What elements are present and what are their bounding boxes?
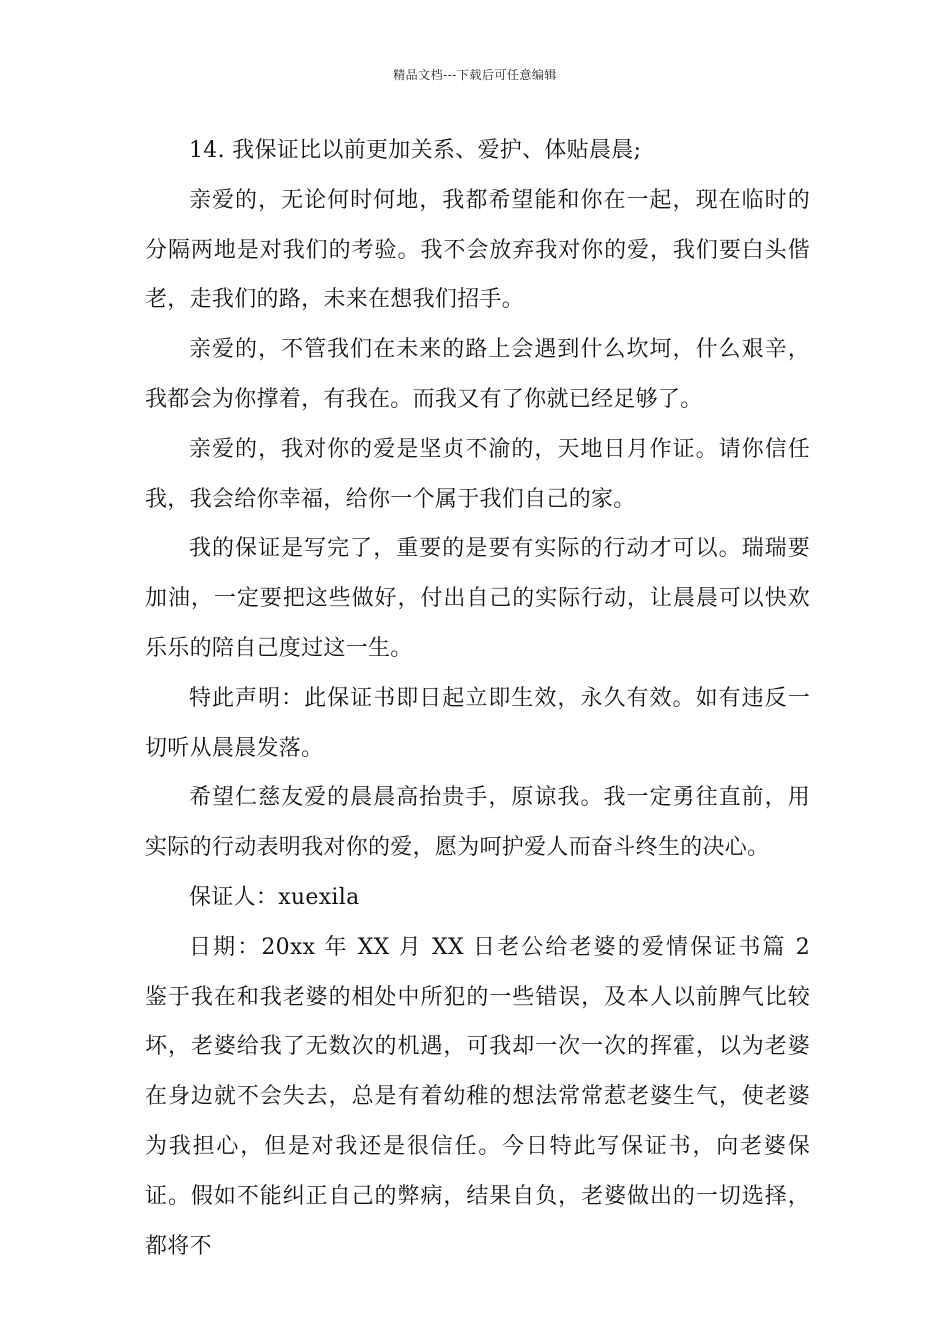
paragraph-dear-faithful: 亲爱的，我对你的爱是坚贞不渝的，天地日月作证。请你信任我，我会给你幸福，给你一个属于我们自己的家。: [145, 436, 810, 512]
paragraph-dear-together: 亲爱的，无论何时何地，我都希望能和你在一起，现在临时的分隔两地是对我们的考验。我不会放弃我对你的爱，我们要白头偕老，走我们的路，未来在想我们招手。: [145, 187, 810, 313]
paragraph-guarantor: 保证人：xuexila: [189, 884, 360, 910]
paragraph-pledge-14: 14. 我保证比以前更加关系、爱护、体贴晨晨;: [189, 138, 642, 163]
paragraph-forgiveness: 希望仁慈友爱的晨晨高抬贵手，原谅我。我一定勇往直前，用实际的行动表明我对你的爱，愿为呵护爱人而奋斗终生的决心。: [145, 785, 810, 861]
page-header: 精品文档---下载后可任意编辑: [393, 68, 557, 82]
paragraph-action: 我的保证是写完了，重要的是要有实际的行动才可以。瑞瑞要加油，一定要把这些做好，付出自己的实际行动，让晨晨可以快欢乐乐的陪自己度过这一生。: [145, 536, 810, 661]
document-body: [145, 126, 862, 1271]
paragraph-dear-hardships: 亲爱的，不管我们在未来的路上会遇到什么坎坷，什么艰辛，我都会为你撑着，有我在。而我又有了你就已经足够了。: [145, 337, 810, 412]
paragraph-declaration: 特此声明：此保证书即日起立即生效，永久有效。如有违反一切听从晨晨发落。: [145, 685, 810, 761]
paragraph-date-pledge-2: 日期：20xx 年 XX 月 XX 日老公给老婆的爱情保证书篇 2 鉴于我在和我老婆的相处中所犯的一些错误，及本人以前脾气比较坏，老婆给我了无数次的机遇，可我却一次一次的挥霍，以为老婆在身边就不会失去，总是有着幼稚的想法常常惹老婆生气，使老婆为我担心，但是对我还是很信任。今日特此写保证书，向老婆保证。假如不能纠正自己的弊病，结果自负，老婆做出的一切选择，都将不: [145, 934, 862, 1259]
